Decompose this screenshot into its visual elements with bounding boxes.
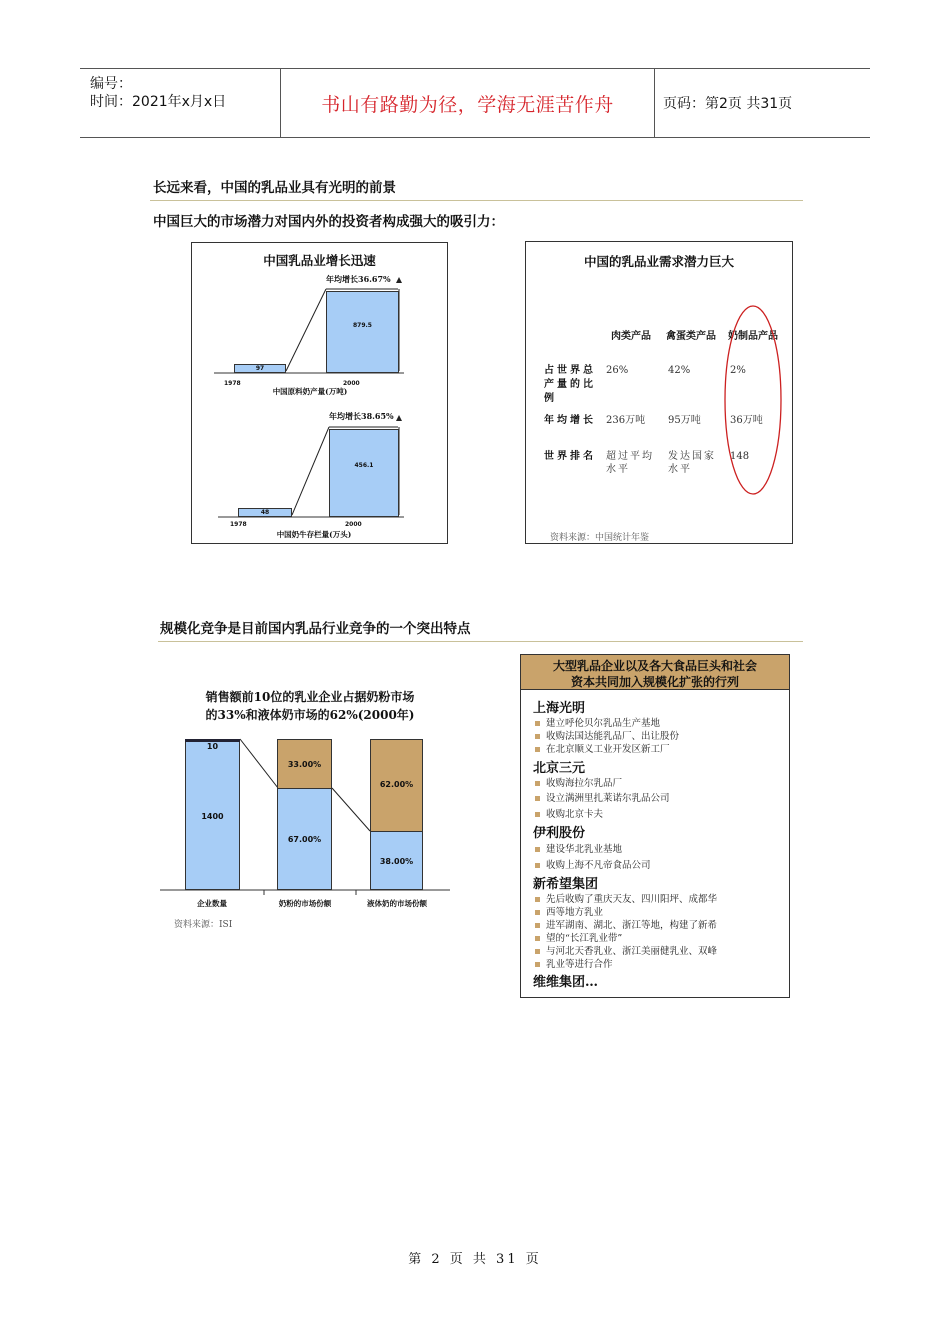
page-label: 页码：第2页 共31页: [663, 96, 793, 112]
list-item: 收购海拉尔乳品厂: [535, 775, 622, 789]
tick-label: 1978: [230, 521, 247, 528]
bar-2000: [326, 291, 399, 373]
demand-panel: [525, 241, 793, 544]
source-note: 资料来源：ISI: [174, 920, 233, 930]
section2-heading: 规模化竞争是目前国内乳品行业竞争的一个突出特点: [160, 621, 471, 637]
bullet-icon: [535, 923, 540, 928]
row-label-rank: 世界排名: [544, 451, 596, 462]
bullet-icon: [535, 781, 540, 786]
motto-text: 书山有路勤为径，学海无涯苦作舟: [321, 93, 614, 116]
document-header: [80, 68, 870, 138]
col-header-poultry: 禽蛋类产品: [666, 331, 716, 342]
time-label: 时间：2021年x月x日: [90, 94, 227, 110]
highlight-ellipse: [722, 302, 786, 498]
page-footer: 第 2 页 共 31 页: [408, 1252, 542, 1267]
bullet-icon: [535, 747, 540, 752]
share-chart: [160, 650, 460, 940]
growth-panel-title: 中国乳品业增长迅速: [263, 253, 376, 268]
header-motto-cell: [281, 69, 655, 137]
bullet-icon: [535, 936, 540, 941]
company-panel: [520, 654, 790, 998]
bar-value: 10: [206, 742, 219, 751]
list-item: 收购北京卡夫: [535, 806, 603, 820]
bullet-icon: [535, 863, 540, 868]
company-panel-header: [521, 655, 789, 690]
x-category: 奶粉的市场份额: [278, 899, 332, 908]
section1-heading: 长远来看，中国的乳品业具有光明的前景: [153, 180, 396, 196]
bar-value-2000: 456.1: [354, 462, 374, 470]
bullet-icon: [535, 897, 540, 902]
cell-value: 236万吨: [606, 415, 646, 426]
col-header-meat: 肉类产品: [611, 331, 651, 342]
cell-value: 发达国家水平: [668, 451, 716, 475]
section1-rule: [150, 200, 803, 201]
bullet-icon: [535, 962, 540, 967]
company-name: 北京三元: [533, 761, 586, 776]
list-item: 先后收购了重庆天友、四川阳坪、成都华: [535, 891, 717, 905]
bar-value-1978: 48: [260, 508, 270, 516]
bar-value-1978: 97: [255, 364, 265, 372]
bar-value: 67.00%: [287, 835, 322, 844]
chart-caption: 中国原料奶产量(万吨): [272, 387, 348, 396]
share-chart-title-1: 销售额前10位的乳业企业占据奶粉市场: [205, 690, 415, 704]
list-item: 收购法国达能乳品厂、出让股份: [535, 728, 679, 742]
company-name: 新希望集团: [533, 877, 599, 892]
cell-value: 超过平均水平: [606, 451, 654, 475]
number-label: 编号：: [90, 76, 132, 92]
col-header-dairy: 奶制品产品: [728, 331, 778, 342]
row-label-share: 占世界总产量的比例: [544, 365, 596, 404]
cell-value: 95万吨: [668, 415, 701, 426]
row-label-growth: 年均增长: [544, 415, 596, 426]
milk-output-chart: [192, 243, 447, 396]
cell-value: 36万吨: [730, 415, 763, 426]
header-meta-cell: [80, 69, 281, 137]
bullet-icon: [535, 847, 540, 852]
tick-label: 2000: [345, 521, 362, 528]
company-panel-title-1: 大型乳品企业以及各大食品巨头和社会: [552, 659, 757, 673]
x-category: 企业数量: [197, 899, 227, 908]
growth-panel: [191, 242, 448, 544]
share-chart-title-2: 的33%和液体奶市场的62%(2000年): [205, 708, 415, 722]
company-panel-title-2: 资本共同加入规模化扩张的行列: [570, 675, 739, 689]
bar-liquid-milk-other: [370, 831, 423, 890]
bullet-icon: [535, 721, 540, 726]
bar-2000: [329, 429, 399, 517]
tick-label: 2000: [343, 380, 360, 387]
company-name: 伊利股份: [533, 826, 586, 841]
bar-milk-powder-other: [277, 788, 332, 890]
bar-value: 1400: [201, 812, 224, 821]
growth-rate-annotation: 年均增长38.65%: [329, 411, 394, 421]
bullet-icon: [535, 910, 540, 915]
bar-value: 38.00%: [379, 857, 414, 866]
list-item: 乳业等进行合作: [535, 956, 613, 970]
bar-liquid-milk-top10: [370, 739, 423, 832]
company-name: 上海光明: [533, 701, 586, 716]
list-item: 建设华北乳业基地: [535, 841, 622, 855]
cell-value: 2%: [730, 365, 746, 376]
list-item: 设立满洲里扎莱诺尔乳品公司: [535, 790, 670, 804]
source-note: 资料来源：中国统计年鉴: [550, 533, 650, 543]
bar-value-2000: 879.5: [353, 322, 372, 330]
cell-value: 42%: [668, 365, 691, 376]
growth-rate-annotation: 年均增长36.67%: [326, 274, 391, 284]
list-item: 进军湖南、湖北、浙江等地，构建了新希: [535, 917, 717, 931]
bar-company-count: [185, 741, 240, 890]
bar-value: 33.00%: [287, 760, 322, 769]
cell-value: 26%: [606, 365, 629, 376]
x-category: 液体奶的市场份额: [367, 899, 427, 908]
bullet-icon: [535, 949, 540, 954]
bullet-icon: [535, 812, 540, 817]
list-item: 与河北天香乳业、浙江美丽健乳业、双峰: [535, 943, 717, 957]
list-item: 建立呼伦贝尔乳品生产基地: [535, 715, 660, 729]
list-item: 望的“长江乳业带”: [535, 930, 622, 944]
demand-panel-title: 中国的乳品业需求潜力巨大: [583, 254, 734, 269]
bar-value: 62.00%: [379, 780, 414, 789]
cow-stock-chart: [192, 405, 447, 545]
cell-value: 148: [730, 451, 750, 462]
header-page-cell: [655, 69, 870, 137]
bar-milk-powder-top10: [277, 739, 332, 789]
tick-label: 1978: [224, 380, 241, 387]
bullet-icon: [535, 796, 540, 801]
section2-rule: [158, 641, 803, 642]
section1-subheading: 中国巨大的市场潜力对国内外的投资者构成强大的吸引力：: [153, 214, 504, 230]
list-item: 西等地方乳业: [535, 904, 603, 918]
list-item: 在北京顺义工业开发区新工厂: [535, 741, 670, 755]
list-item: 收购上海不凡帝食品公司: [535, 857, 651, 871]
chart-caption: 中国奶牛存栏量(万头): [276, 530, 352, 539]
bullet-icon: [535, 734, 540, 739]
company-name: 维维集团…: [533, 975, 599, 990]
